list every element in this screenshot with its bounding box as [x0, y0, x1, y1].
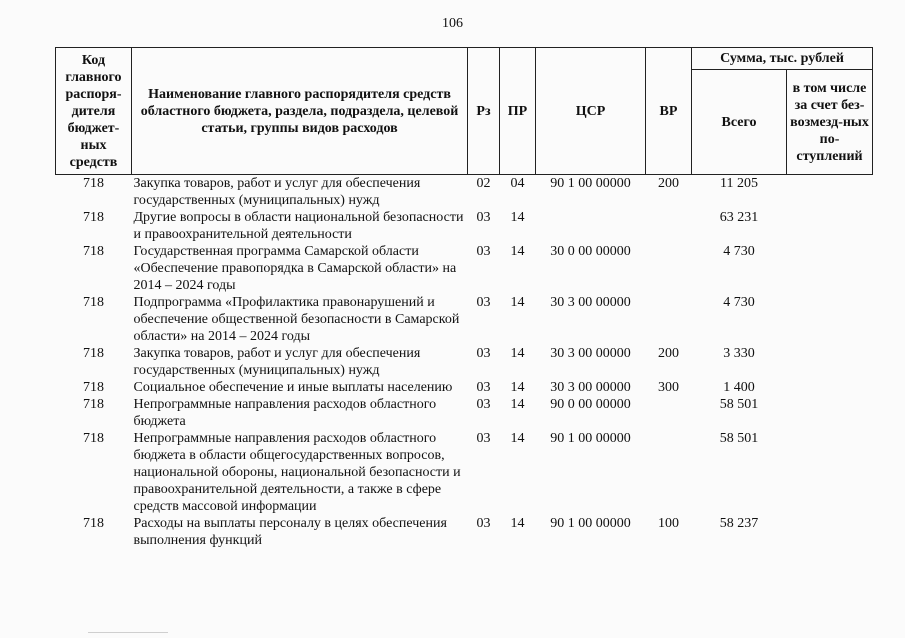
- row-incl: [787, 175, 873, 210]
- row-code: 718: [83, 295, 104, 310]
- table-row: [56, 515, 873, 549]
- row-name: Подпрограмма «Профилактика правонарушений и обеспечение общественной безопасности в Самарской области» на 2014 – 2024 годы: [133, 295, 460, 344]
- row-pr: 14: [510, 346, 525, 361]
- table-row: [56, 209, 873, 243]
- row-pr: 14: [510, 431, 525, 446]
- row-vr: [646, 294, 692, 345]
- table-row: [56, 430, 873, 515]
- table-row: [56, 243, 873, 294]
- row-csr: 30 3 00 00000: [550, 380, 631, 395]
- row-vr: [646, 209, 692, 243]
- row-vr: [646, 430, 692, 515]
- header-total: Всего: [692, 70, 787, 175]
- header-code: Код главного распоря-дителя бюджет-ных средств: [56, 48, 132, 175]
- row-pr: 04: [510, 176, 525, 191]
- header-pr: ПР: [500, 48, 536, 175]
- row-total: 11 205: [720, 176, 758, 191]
- row-rz: 03: [476, 295, 491, 310]
- row-incl: [787, 294, 873, 345]
- row-name: Государственная программа Самарской области «Обеспечение правопорядка в Самарской области» на 2014 – 2024 годы: [133, 244, 457, 293]
- row-code: 718: [83, 431, 104, 446]
- row-total: 4 730: [723, 244, 755, 259]
- row-total: 58 501: [719, 431, 759, 446]
- row-name: Социальное обеспечение и иные выплаты населению: [133, 380, 453, 395]
- row-rz: 03: [476, 244, 491, 259]
- row-code: 718: [83, 380, 104, 395]
- row-pr: 14: [510, 516, 525, 531]
- row-csr: 90 1 00 00000: [550, 431, 631, 446]
- table-row: [56, 175, 873, 210]
- row-name: Другие вопросы в области национальной безопасности и правоохранительной деятельности: [133, 210, 464, 242]
- row-code: 718: [83, 516, 104, 531]
- header-csr: ЦСР: [536, 48, 646, 175]
- header-rz: Рз: [468, 48, 500, 175]
- row-code: 718: [83, 397, 104, 412]
- row-csr: 30 3 00 00000: [550, 295, 631, 310]
- row-pr: 14: [510, 397, 525, 412]
- row-rz: 02: [476, 176, 491, 191]
- row-rz: 03: [476, 516, 491, 531]
- row-code: 718: [83, 210, 104, 225]
- row-incl: [787, 209, 873, 243]
- row-rz: 03: [476, 346, 491, 361]
- row-code: 718: [83, 176, 104, 191]
- row-pr: 14: [510, 295, 525, 310]
- row-total: 58 501: [719, 397, 759, 412]
- scan-artifact: [88, 632, 168, 633]
- table-row: [56, 379, 873, 396]
- row-csr: 90 1 00 00000: [550, 176, 631, 191]
- budget-table: [55, 47, 873, 549]
- table-body: [56, 175, 873, 550]
- row-vr: [646, 243, 692, 294]
- row-incl: [787, 430, 873, 515]
- row-vr: 200: [658, 176, 679, 191]
- row-total: 3 330: [723, 346, 755, 361]
- row-total: 4 730: [723, 295, 755, 310]
- row-code: 718: [83, 244, 104, 259]
- row-csr: 90 1 00 00000: [550, 516, 631, 531]
- row-name: Непрограммные направления расходов областного бюджета в области общегосударственных вопросов, национальной обороны, национальной безопасности и правоохранительной деятельности, а также в сфере средств массовой информации: [133, 431, 461, 514]
- header-vr: ВР: [646, 48, 692, 175]
- row-csr: 30 3 00 00000: [550, 346, 631, 361]
- row-csr: 30 0 00 00000: [550, 244, 631, 259]
- row-pr: 14: [510, 244, 525, 259]
- row-csr: [536, 209, 646, 243]
- table-row: [56, 294, 873, 345]
- row-total: 1 400: [723, 380, 755, 395]
- table-row: [56, 345, 873, 379]
- table-row: [56, 396, 873, 430]
- row-rz: 03: [476, 431, 491, 446]
- row-rz: 03: [476, 380, 491, 395]
- row-incl: [787, 345, 873, 379]
- page-number: 106: [442, 16, 463, 31]
- row-vr: 200: [658, 346, 679, 361]
- row-vr: [646, 396, 692, 430]
- row-name: Закупка товаров, работ и услуг для обеспечения государственных (муниципальных) нужд: [133, 176, 421, 208]
- row-name: Закупка товаров, работ и услуг для обеспечения государственных (муниципальных) нужд: [133, 346, 421, 378]
- row-total: 63 231: [719, 210, 759, 225]
- header-name: Наименование главного распорядителя средств областного бюджета, раздела, подраздела, целевой статьи, группы видов расходов: [132, 48, 468, 175]
- row-incl: [787, 396, 873, 430]
- row-name: Расходы на выплаты персоналу в целях обеспечения выполнения функций: [133, 516, 447, 548]
- row-incl: [787, 243, 873, 294]
- row-pr: 14: [510, 210, 525, 225]
- row-csr: 90 0 00 00000: [550, 397, 631, 412]
- row-total: 58 237: [719, 516, 759, 531]
- row-rz: 03: [476, 397, 491, 412]
- header-sum-group: Сумма, тыс. рублей: [692, 48, 873, 70]
- row-incl: [787, 515, 873, 549]
- row-vr: 100: [658, 516, 679, 531]
- row-rz: 03: [476, 210, 491, 225]
- row-incl: [787, 379, 873, 396]
- row-vr: 300: [658, 380, 679, 395]
- header-incl: в том числе за счет без-возмезд-ных по-ступлений: [787, 70, 873, 175]
- row-name: Непрограммные направления расходов областного бюджета: [133, 397, 437, 429]
- row-pr: 14: [510, 380, 525, 395]
- row-code: 718: [83, 346, 104, 361]
